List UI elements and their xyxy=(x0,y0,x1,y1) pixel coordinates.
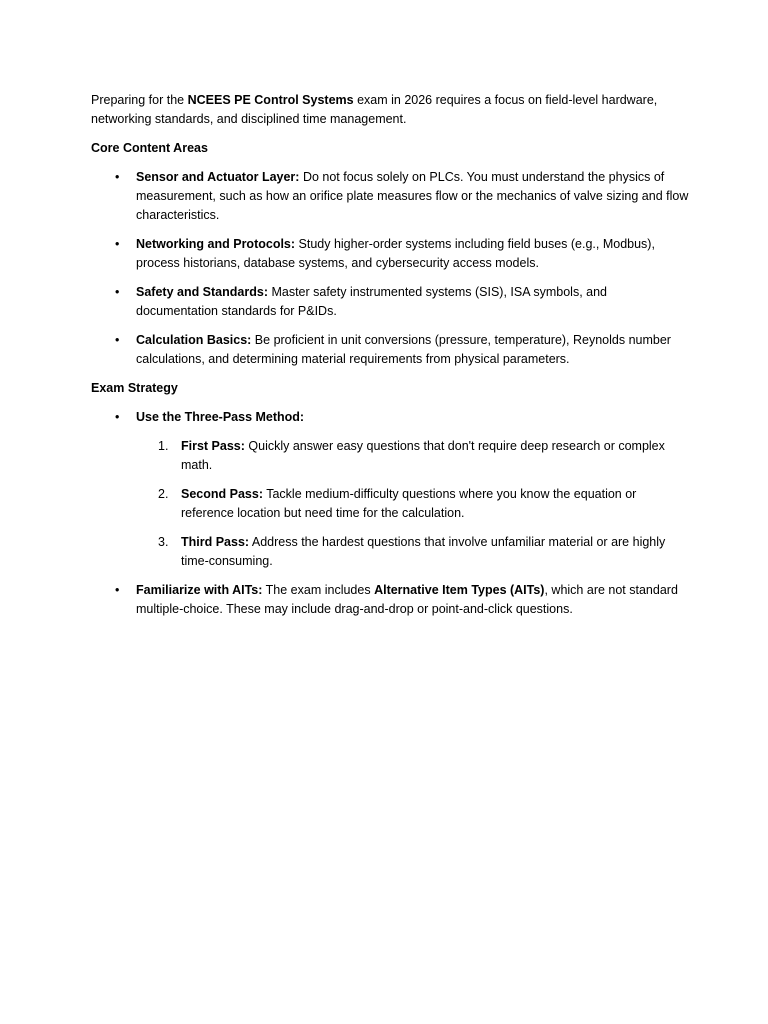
pass-title: First Pass: xyxy=(181,439,245,453)
strategy-item-aits xyxy=(91,581,691,619)
pass-title: Third Pass: xyxy=(181,535,250,549)
core-item-sensor-actuator xyxy=(91,168,691,225)
bullet-icon: • xyxy=(115,333,120,347)
pass-item-first xyxy=(136,437,691,475)
core-item-calculation xyxy=(91,331,691,369)
intro-text-after: exam in 2026 requires a focus on field-level hardware, networking standards, and disciplined time management. xyxy=(91,93,658,126)
bullet-icon: • xyxy=(115,170,120,184)
strategy-item-title: Familiarize with AITs: xyxy=(136,583,263,597)
pass-text: Quickly answer easy questions that don't require deep research or complex math. xyxy=(181,439,665,472)
exam-strategy-list xyxy=(91,408,691,619)
core-item-text: Master safety instrumented systems (SIS), ISA symbols, and documentation standards for P&IDs. xyxy=(136,285,607,318)
core-item-title: Sensor and Actuator Layer: xyxy=(136,170,300,184)
aits-term: Alternative Item Types (AITs) xyxy=(374,583,545,597)
bullet-icon: • xyxy=(115,237,120,251)
pass-item-second xyxy=(136,485,691,523)
core-item-networking xyxy=(91,235,691,273)
core-item-title: Calculation Basics: xyxy=(136,333,252,347)
core-item-text: Do not focus solely on PLCs. You must understand the physics of measurement, such as how an orifice plate measures flow or the mechanics of valve sizing and flow characteristics. xyxy=(136,170,689,222)
intro-paragraph xyxy=(91,91,691,129)
pass-text: Address the hardest questions that involve unfamiliar material or are highly time-consuming. xyxy=(181,535,666,568)
pass-title: Second Pass: xyxy=(181,487,263,501)
core-item-safety xyxy=(91,283,691,321)
three-pass-list xyxy=(136,437,691,571)
core-item-title: Networking and Protocols: xyxy=(136,237,296,251)
strategy-item-title: Use the Three-Pass Method: xyxy=(136,410,305,424)
pass-item-third xyxy=(136,533,691,571)
exam-strategy-heading: Exam Strategy xyxy=(91,381,178,395)
intro-exam-name: NCEES PE Control Systems xyxy=(187,93,354,107)
pass-number: 2. xyxy=(158,487,169,501)
aits-text-before: The exam includes xyxy=(262,583,375,597)
bullet-icon: • xyxy=(115,583,120,597)
core-item-text: Study higher-order systems including field buses (e.g., Modbus), process historians, database systems, and cybersecurity access models. xyxy=(136,237,655,270)
core-item-title: Safety and Standards: xyxy=(136,285,268,299)
pass-number: 1. xyxy=(158,439,169,453)
aits-text-after: , which are not standard multiple-choice. These may include drag-and-drop or point-and-click questions. xyxy=(136,583,678,616)
core-content-heading: Core Content Areas xyxy=(91,141,208,155)
core-content-list xyxy=(91,168,691,369)
bullet-icon: • xyxy=(115,410,120,424)
pass-number: 3. xyxy=(158,535,169,549)
document-page xyxy=(91,91,691,629)
strategy-item-three-pass xyxy=(91,408,691,571)
bullet-icon: • xyxy=(115,285,120,299)
intro-text-before: Preparing for the xyxy=(91,93,188,107)
core-item-text: Be proficient in unit conversions (pressure, temperature), Reynolds number calculations, and determining material requirements from physical parameters. xyxy=(136,333,671,366)
pass-text: Tackle medium-difficulty questions where you know the equation or reference location but need time for the calculation. xyxy=(181,487,637,520)
